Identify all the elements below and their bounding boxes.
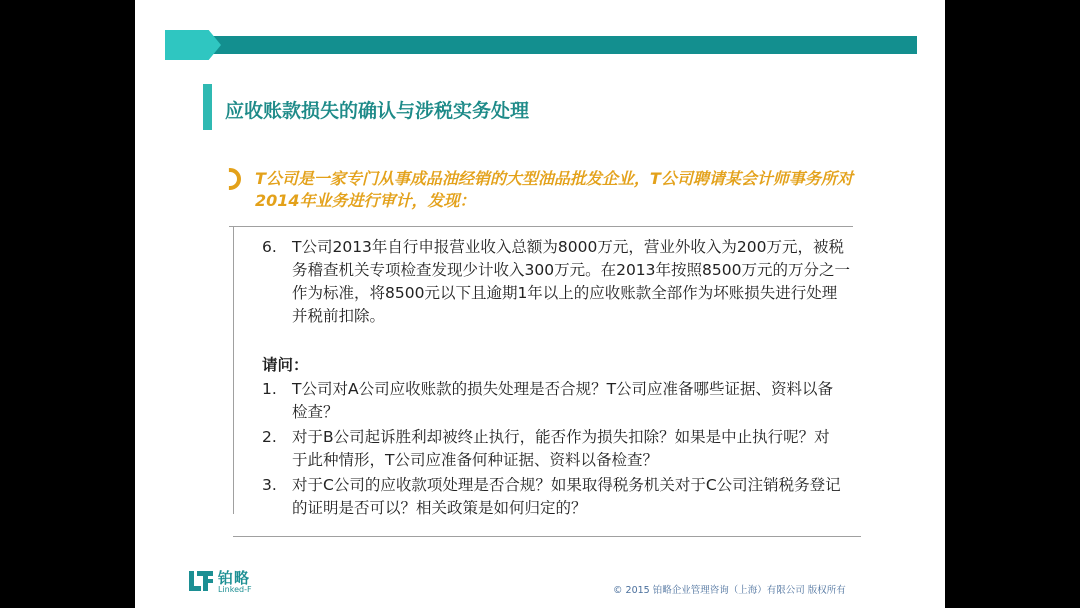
copyright-notice: © 2015 铂略企业管理咨询（上海）有限公司 版权所有 [613, 585, 846, 596]
case-intro: T公司是一家专门从事成品油经销的大型油品批发企业，T公司聘请某会计师事务所对2014年业务进行审计，发现： [255, 169, 853, 210]
question-number: 3. [262, 476, 277, 494]
divider-bottom [233, 536, 861, 537]
question-text: T公司对A公司应收账款的损失处理是否合规？T公司应准备哪些证据、资料以备检查？ [292, 380, 834, 421]
divider-left [233, 226, 234, 514]
case-item-6 [262, 236, 852, 328]
question-heading: 请问： [262, 356, 309, 374]
logo-english-name: Linked-F [218, 585, 252, 594]
company-logo [188, 568, 278, 596]
divider-top [229, 226, 853, 227]
slide-title: 应收账款损失的确认与涉税实务处理 [225, 100, 530, 122]
logo-mark-icon [188, 568, 214, 594]
question-text: 对于C公司的应收款项处理是否合规？如果取得税务机关对于C公司注销税务登记的证明是否可以？相关政策是如何归定的？ [292, 476, 841, 517]
slide [135, 0, 945, 608]
question-item [262, 426, 842, 472]
question-number: 2. [262, 428, 277, 446]
question-number: 1. [262, 380, 277, 398]
logo-chinese-name: 铂略 [218, 569, 251, 587]
question-item [262, 474, 842, 520]
bullet-ring-icon [219, 168, 241, 190]
question-item [262, 378, 842, 424]
title-accent-bar [203, 84, 212, 130]
header-arrow-shape [165, 30, 221, 60]
question-text: 对于B公司起诉胜利却被终止执行，能否作为损失扣除？如果是中止执行呢？对于此种情形，T公司应准备何种证据、资料以备检查？ [292, 428, 830, 469]
header-band [165, 36, 917, 54]
item-number: 6. [262, 238, 277, 256]
item-text: T公司2013年自行申报营业收入总额为8000万元，营业外收入为200万元，被税务稽查机关专项检查发现少计收入300万元。在2013年按照8500万元的万分之一作为标准，将8500元以下且逾期1年以上的应收账款全部作为坏账损失进行处理并税前扣除。 [292, 238, 850, 325]
